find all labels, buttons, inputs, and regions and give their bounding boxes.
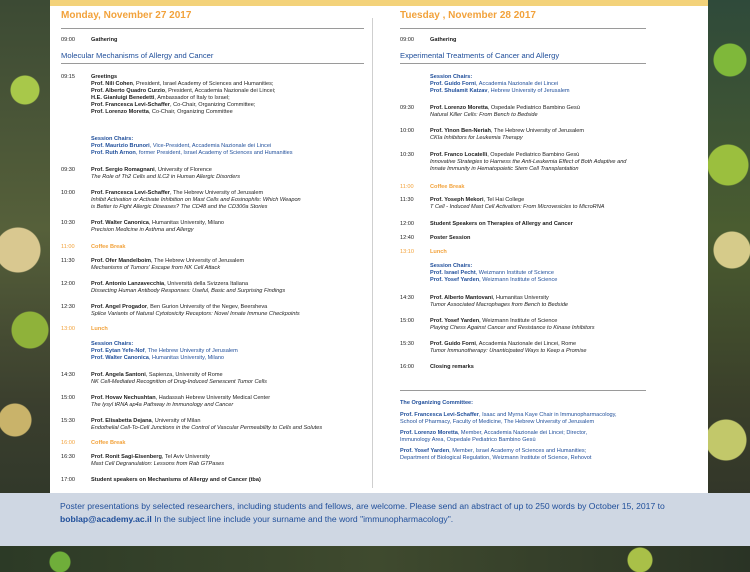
speaker-name: Prof. Walter Canonica bbox=[91, 220, 149, 226]
speaker-affil: , Weizmann Institute of Science bbox=[479, 318, 558, 324]
time: 11:30 bbox=[61, 258, 75, 264]
speaker-name: Prof. Francesca Levi-Schaffer bbox=[91, 190, 170, 196]
talk-row bbox=[61, 304, 366, 318]
label: Gathering bbox=[91, 37, 118, 43]
label: Coffee Break bbox=[430, 184, 465, 190]
time: 10:30 bbox=[400, 152, 414, 158]
time: 13:10 bbox=[400, 249, 414, 255]
time: 10:00 bbox=[61, 190, 75, 196]
talk-title: Innovative Strategies to Harness the Anti-Leukemia Effect of Both Adaptive and bbox=[430, 159, 627, 165]
talk-row bbox=[61, 190, 366, 211]
speaker-affil: , Tel Aviv University bbox=[161, 454, 210, 460]
left-day-heading: Monday, November 27 2017 bbox=[61, 10, 192, 21]
time: 09:30 bbox=[400, 105, 414, 111]
greeter-affil: , Co-Chair, Organizing Committee; bbox=[169, 102, 256, 108]
talk-title: NK Cell-Mediated Recognition of Drug-Induced Senescent Tumor Cells bbox=[91, 379, 267, 385]
talk-row bbox=[400, 152, 675, 173]
time: 12:30 bbox=[61, 304, 75, 310]
greeter-name: Prof. Lorenzo Moretta bbox=[91, 109, 149, 115]
speaker-affil: , University of Milan bbox=[151, 418, 201, 424]
speaker-name: Prof. Yinon Ben-Neriah bbox=[430, 128, 491, 134]
committee-member-name: Prof. Francesca Levi-Schaffer bbox=[400, 412, 479, 418]
time: 11:00 bbox=[61, 244, 75, 250]
talk-title: The Role of Th2 Cells and ILC2 in Human Allergic Disorders bbox=[91, 174, 241, 180]
label: Coffee Break bbox=[91, 440, 126, 446]
greeter-affil: , President, Accademia Nazionale dei Lincei; bbox=[165, 88, 276, 94]
talk-row bbox=[61, 372, 366, 386]
committee-member-affil: Immunology Area, Ospedale Pediatrico Bambino Gesù bbox=[400, 437, 536, 443]
students-row bbox=[400, 221, 655, 228]
committee-label: The Organizing Committee: bbox=[400, 400, 474, 406]
talk-title: Splice Variants of Natural Cytotoxicity Receptors: Novel Innate Immune Checkpoints bbox=[91, 311, 300, 317]
chair-affil: , Accademia Nazionale dei Lincei bbox=[476, 81, 559, 87]
speaker-affil: , Hadassah Hebrew University Medical Center bbox=[155, 395, 271, 401]
speaker-name: Prof. Sergio Romagnani bbox=[91, 167, 155, 173]
chair-affil: , Weizmann Institute of Science bbox=[475, 270, 554, 276]
greeter-affil: , President, Israel Academy of Sciences and Humanities; bbox=[132, 81, 274, 87]
talk-row bbox=[61, 258, 366, 272]
coffee-break-row bbox=[61, 440, 366, 447]
time: 12:40 bbox=[400, 235, 414, 241]
chair-affil: , Humanitas University, Milano bbox=[148, 355, 225, 361]
left-section-title: Molecular Mechanisms of Allergy and Cancer bbox=[61, 51, 214, 60]
chair-affil: , The Hebrew University of Jerusalem bbox=[144, 348, 238, 354]
greeter-affil: , Co-Chair, Organizing Committee bbox=[148, 109, 233, 115]
speaker-name: Prof. Angel Progador bbox=[91, 304, 148, 310]
time: 09:30 bbox=[61, 167, 75, 173]
talk-row bbox=[400, 128, 655, 142]
speaker-affil: , Ospedale Pediatrico Bambino Gesù bbox=[487, 152, 580, 158]
time: 14:30 bbox=[400, 295, 414, 301]
committee-member-affil: Department of Biological Regulation, Weizmann Institute of Science, Rehovot bbox=[400, 455, 592, 461]
time: 17:00 bbox=[61, 477, 75, 483]
speaker-name: Prof. Yosef Yarden bbox=[430, 318, 480, 324]
chairs-label: Session Chairs: bbox=[91, 136, 134, 142]
talk-row bbox=[400, 318, 655, 332]
talk-title: Innate Immunity in Hematopoietic Stem Cell Transplantation bbox=[430, 166, 579, 172]
speaker-affil: , Humanitas University bbox=[492, 295, 549, 301]
right-day-rule bbox=[400, 28, 646, 29]
chair-affil: , Weizmann Institute of Science bbox=[479, 277, 558, 283]
talk-row bbox=[400, 105, 655, 119]
talk-title: Mast Cell Degranulation: Lessons from Rab GTPases bbox=[91, 461, 225, 467]
chair-name: Prof. Ruth Arnon bbox=[91, 150, 136, 156]
chairs-label: Session Chairs: bbox=[91, 341, 134, 347]
speaker-name: Prof. Yoseph Mekori bbox=[430, 197, 484, 203]
speaker-name: Prof. Ofer Mandelboim bbox=[91, 258, 151, 264]
greeter-name: Prof. Nili Cohen bbox=[91, 81, 133, 87]
time: 11:30 bbox=[400, 197, 414, 203]
chair-name: Prof. Maurizio Brunori bbox=[91, 143, 150, 149]
time: 13:00 bbox=[61, 326, 75, 332]
coffee-break-row bbox=[400, 184, 655, 191]
talk-row bbox=[61, 395, 366, 409]
talk-title: T Cell - Induced Mast Cell Activation: From Microvesicles to MicroRNA bbox=[430, 204, 605, 210]
talk-row bbox=[61, 167, 366, 181]
left-day-rule bbox=[61, 28, 364, 29]
talk-row bbox=[400, 295, 655, 309]
talk-title: Playing Chess Against Cancer and Resistance to Kinase Inhibitors bbox=[430, 325, 595, 331]
committee-member-affil: , Member, Israel Academy of Sciences and Humanities; bbox=[449, 448, 587, 454]
right-section-rule bbox=[400, 63, 646, 64]
speaker-affil: , The Hebrew University of Jerusalem bbox=[490, 128, 585, 134]
talk-title: Tumor Immunotherapy: Unanticipated Ways to Keep a Promise bbox=[430, 348, 587, 354]
talk-row bbox=[400, 341, 655, 355]
chair-name: Prof. Guido Forni bbox=[430, 81, 476, 87]
label: Closing remarks bbox=[430, 364, 474, 370]
time: 09:00 bbox=[400, 37, 414, 43]
organizing-committee bbox=[400, 400, 665, 462]
time: 16:00 bbox=[400, 364, 414, 370]
time: 16:30 bbox=[61, 454, 75, 460]
footer-text: Poster presentations by selected researchers, including students and fellows, are welcome. Please send an abstract of up to 250 words by October 15, 2017 to bbox=[60, 501, 665, 511]
speaker-affil: , The Hebrew University of Jerusalem bbox=[169, 190, 264, 196]
talk-title: is Better to Fight Allergic Diseases? The CD48 and the CD300a Stories bbox=[91, 204, 268, 210]
speaker-affil: , Humanitas University, Milano bbox=[148, 220, 225, 226]
talk-row bbox=[61, 220, 366, 234]
committee-member-affil: School of Pharmacy, Faculty of Medicine, The Hebrew University of Jerusalem bbox=[400, 419, 595, 425]
talk-row bbox=[61, 454, 366, 468]
committee-member-name: Prof. Yosef Yarden bbox=[400, 448, 450, 454]
lunch-row bbox=[400, 249, 655, 256]
right-day-heading: Tuesday , November 28 2017 bbox=[400, 10, 536, 21]
speaker-affil: , Università della Svizzera Italiana bbox=[164, 281, 249, 287]
label: Student Speakers on Therapies of Allergy and Cancer bbox=[430, 221, 573, 227]
greetings-label: Greetings bbox=[91, 74, 118, 80]
column-divider bbox=[372, 18, 373, 488]
background-bottom-cells bbox=[0, 542, 750, 572]
speaker-name: Prof. Franco Locatelli bbox=[430, 152, 488, 158]
label: Lunch bbox=[91, 326, 108, 332]
left-chairs-2 bbox=[61, 341, 366, 362]
speaker-name: Prof. Guido Forni bbox=[430, 341, 476, 347]
greeter-name: H.E. Gianluigi Benedetti bbox=[91, 95, 155, 101]
talk-title: Tumor Associated Macrophages from Bench to Bedside bbox=[430, 302, 569, 308]
committee-rule bbox=[400, 390, 646, 391]
speaker-name: Prof. Hovav Nechushtan bbox=[91, 395, 156, 401]
chair-name: Prof. Walter Canonica bbox=[91, 355, 149, 361]
speaker-name: Prof. Antonio Lanzavecchia bbox=[91, 281, 165, 287]
time: 15:30 bbox=[61, 418, 75, 424]
left-section-rule bbox=[61, 63, 364, 64]
coffee-break-row bbox=[61, 244, 366, 251]
right-closing-row bbox=[400, 364, 655, 371]
left-chairs-1 bbox=[61, 136, 366, 157]
chairs-label: Session Chairs: bbox=[430, 74, 473, 80]
right-gathering-row bbox=[400, 37, 650, 44]
left-gathering-row bbox=[61, 37, 361, 44]
chair-name: Prof. Eytan Yefe-Nof bbox=[91, 348, 145, 354]
time: 11:00 bbox=[400, 184, 414, 190]
time: 09:15 bbox=[61, 74, 75, 80]
right-chairs-1 bbox=[400, 74, 655, 95]
time: 10:00 bbox=[400, 128, 414, 134]
chairs-label: Session Chairs: bbox=[430, 263, 473, 269]
talk-row bbox=[61, 418, 366, 432]
chair-name: Prof. Yosef Yarden bbox=[430, 277, 480, 283]
greetings-row bbox=[61, 74, 366, 116]
label: Coffee Break bbox=[91, 244, 126, 250]
label: Lunch bbox=[430, 249, 447, 255]
talk-title: The lysyl tRNA ap4a Pathway in Immunology and Cancer bbox=[91, 402, 234, 408]
speaker-affil: , Ospedale Pediatrico Bambino Gesù bbox=[487, 105, 580, 111]
background-right-cells bbox=[708, 0, 750, 572]
speaker-name: Prof. Elisabetta Dejana bbox=[91, 418, 152, 424]
committee-member-affil: , Isaac and Myrna Kaye Chair in Immunopharmacology, bbox=[478, 412, 617, 418]
label: Gathering bbox=[430, 37, 457, 43]
chair-affil: , Vice-President, Accademia Nazionale dei Lincei bbox=[149, 143, 272, 149]
background-left-cells bbox=[0, 0, 50, 572]
right-chairs-2 bbox=[400, 263, 655, 284]
chair-affil: , former President, Israel Academy of Sciences and Humanities bbox=[135, 150, 293, 156]
talk-title: Mechanisms of Tumors' Escape from NK Cell Attack bbox=[91, 265, 221, 271]
time: 10:30 bbox=[61, 220, 75, 226]
lunch-row bbox=[61, 326, 366, 333]
speaker-name: Prof. Ronit Sagi-Eisenberg bbox=[91, 454, 162, 460]
time: 09:00 bbox=[61, 37, 75, 43]
talk-title: Dissecting Human Antibody Responses: Useful, Basic and Surprising Findings bbox=[91, 288, 286, 294]
poster-row bbox=[400, 235, 655, 242]
time: 14:30 bbox=[61, 372, 75, 378]
greeter-affil: , Ambassador of Italy to Israel; bbox=[154, 95, 230, 101]
speaker-name: Prof. Lorenzo Moretta bbox=[430, 105, 488, 111]
talk-title: Natural Killer Cells: From Bench to Bedside bbox=[430, 112, 538, 118]
talk-title: Precision Medicine in Asthma and Allergy bbox=[91, 227, 194, 233]
speaker-affil: , University of Florence bbox=[154, 167, 212, 173]
label: Student speakers on Mechanisms of Allergy and of Cancer (tba) bbox=[91, 477, 261, 483]
time: 12:00 bbox=[400, 221, 414, 227]
poster-call-footer bbox=[0, 493, 750, 546]
label: Poster Session bbox=[430, 235, 471, 241]
time: 16:00 bbox=[61, 440, 75, 446]
greeter-name: Prof. Francesca Levi-Schaffer bbox=[91, 102, 170, 108]
speaker-affil: , Ben Gurion University of the Negev, Beersheva bbox=[147, 304, 268, 310]
chair-affil: , Hebrew University of Jerusalem bbox=[487, 88, 570, 94]
talk-row bbox=[400, 197, 655, 211]
left-closing-row bbox=[61, 477, 366, 484]
speaker-name: Prof. Alberto Mantovani bbox=[430, 295, 493, 301]
speaker-affil: , The Hebrew University of Jerusalem bbox=[150, 258, 245, 264]
talk-title: CKIa Inhibitors for Leukemia Therapy bbox=[430, 135, 523, 141]
time: 15:00 bbox=[61, 395, 75, 401]
talk-row bbox=[61, 281, 366, 295]
speaker-name: Prof. Angela Santoni bbox=[91, 372, 146, 378]
time: 12:00 bbox=[61, 281, 75, 287]
talk-title: Endothelial Cell-To-Cell Junctions in the Control of Vascular Permeability to Cells and Solutes bbox=[91, 425, 323, 431]
talk-title: Inhibit Activation or Activate Inhibition on Mast Cells and Eosinophils: Which Weapon bbox=[91, 197, 301, 203]
greeter-name: Prof. Alberto Quadro Curzio bbox=[91, 88, 166, 94]
right-section-title: Experimental Treatments of Cancer and Allergy bbox=[400, 51, 560, 60]
time: 15:30 bbox=[400, 341, 414, 347]
speaker-affil: , Tel Hai College bbox=[483, 197, 525, 203]
chair-name: Prof. Israel Pecht bbox=[430, 270, 476, 276]
chair-name: Prof. Shulamit Katzav bbox=[430, 88, 488, 94]
committee-member-name: Prof. Lorenzo Moretta bbox=[400, 430, 458, 436]
committee-member-affil: , Member, Accademia Nazionale dei Lincei; Director, bbox=[457, 430, 588, 436]
speaker-affil: , Sapienza, University of Rome bbox=[145, 372, 223, 378]
time: 15:00 bbox=[400, 318, 414, 324]
footer-text: In the subject line include your surname and the word "immunopharmacology". bbox=[151, 514, 454, 524]
speaker-affil: , Accademia Nazionale dei Lincei, Rome bbox=[476, 341, 577, 347]
footer-email-link[interactable]: boblap@academy.ac.il bbox=[60, 514, 152, 524]
